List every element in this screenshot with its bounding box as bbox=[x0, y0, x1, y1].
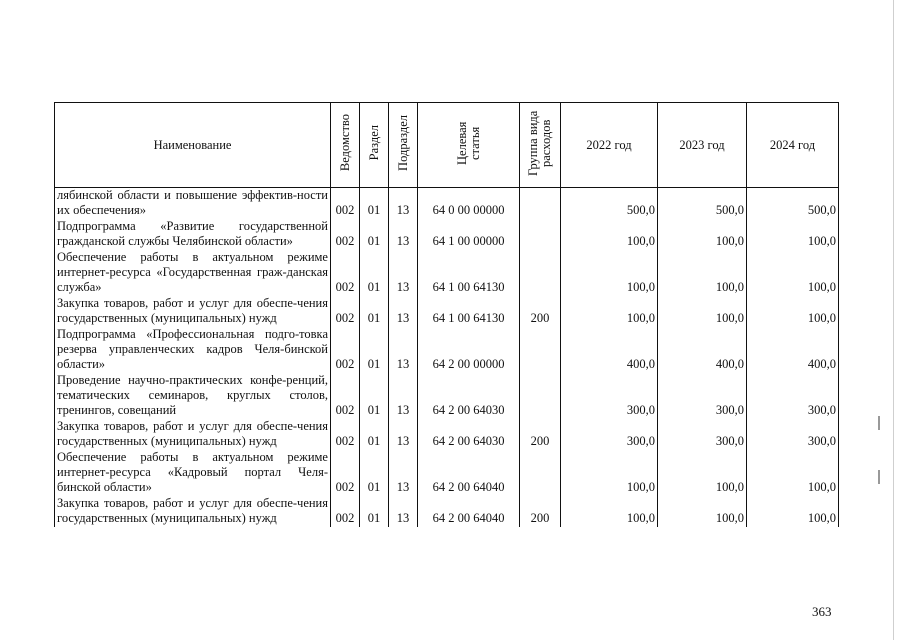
cell-expense-group bbox=[520, 188, 561, 220]
cell-section: 01 bbox=[360, 373, 389, 419]
cell-expense-group bbox=[520, 219, 561, 250]
cell-section: 01 bbox=[360, 219, 389, 250]
cell-section: 01 bbox=[360, 496, 389, 527]
page-edge-line bbox=[893, 0, 894, 640]
cell-name: Обеспечение работы в актуальном режиме интернет-ресурса «Кадровый портал Челя-бинской области» bbox=[55, 450, 331, 496]
cell-subsection: 13 bbox=[389, 188, 418, 220]
cell-expense-group bbox=[520, 327, 561, 373]
cell-year-2024: 300,0 bbox=[747, 419, 839, 450]
cell-ministry: 002 bbox=[331, 419, 360, 450]
scan-mark bbox=[878, 416, 880, 430]
cell-ministry: 002 bbox=[331, 296, 360, 327]
cell-name: Проведение научно-практических конфе-ренций, тематических семинаров, круглых столов, тренингов, совещаний bbox=[55, 373, 331, 419]
cell-target-article: 64 2 00 64030 bbox=[418, 419, 520, 450]
cell-year-2023: 100,0 bbox=[658, 250, 747, 296]
cell-ministry: 002 bbox=[331, 373, 360, 419]
cell-year-2024: 100,0 bbox=[747, 219, 839, 250]
header-name: Наименование bbox=[55, 103, 331, 188]
cell-name: лябинской области и повышение эффектив-ности их обеспечения» bbox=[55, 188, 331, 220]
cell-year-2023: 100,0 bbox=[658, 496, 747, 527]
cell-year-2023: 100,0 bbox=[658, 296, 747, 327]
header-subsection: Подраздел bbox=[389, 103, 418, 188]
cell-name: Обеспечение работы в актуальном режиме интернет-ресурса «Государственная граж-данская служба» bbox=[55, 250, 331, 296]
cell-year-2023: 100,0 bbox=[658, 219, 747, 250]
cell-target-article: 64 1 00 64130 bbox=[418, 296, 520, 327]
cell-year-2024: 500,0 bbox=[747, 188, 839, 220]
cell-section: 01 bbox=[360, 327, 389, 373]
cell-ministry: 002 bbox=[331, 188, 360, 220]
cell-section: 01 bbox=[360, 250, 389, 296]
table-row bbox=[55, 419, 839, 450]
cell-expense-group: 200 bbox=[520, 496, 561, 527]
table-row bbox=[55, 188, 839, 220]
cell-name: Закупка товаров, работ и услуг для обеспе-чения государственных (муниципальных) нужд bbox=[55, 419, 331, 450]
header-expense-group: Группа вида расходов bbox=[520, 103, 561, 188]
cell-name: Закупка товаров, работ и услуг для обеспе-чения государственных (муниципальных) нужд bbox=[55, 496, 331, 527]
cell-subsection: 13 bbox=[389, 373, 418, 419]
table-row bbox=[55, 250, 839, 296]
header-target-article: Целевая статья bbox=[418, 103, 520, 188]
cell-target-article: 64 1 00 00000 bbox=[418, 219, 520, 250]
budget-table bbox=[54, 102, 839, 527]
cell-expense-group bbox=[520, 450, 561, 496]
cell-year-2024: 100,0 bbox=[747, 250, 839, 296]
cell-target-article: 64 2 00 64030 bbox=[418, 373, 520, 419]
cell-year-2024: 100,0 bbox=[747, 296, 839, 327]
cell-year-2023: 400,0 bbox=[658, 327, 747, 373]
cell-target-article: 64 2 00 64040 bbox=[418, 450, 520, 496]
cell-year-2024: 100,0 bbox=[747, 496, 839, 527]
cell-year-2022: 400,0 bbox=[561, 327, 658, 373]
cell-ministry: 002 bbox=[331, 327, 360, 373]
cell-year-2024: 100,0 bbox=[747, 450, 839, 496]
table-row bbox=[55, 327, 839, 373]
header-year-2022: 2022 год bbox=[561, 103, 658, 188]
cell-subsection: 13 bbox=[389, 496, 418, 527]
cell-year-2022: 100,0 bbox=[561, 250, 658, 296]
table-row bbox=[55, 296, 839, 327]
cell-section: 01 bbox=[360, 296, 389, 327]
cell-ministry: 002 bbox=[331, 496, 360, 527]
table-row bbox=[55, 373, 839, 419]
cell-section: 01 bbox=[360, 450, 389, 496]
cell-subsection: 13 bbox=[389, 219, 418, 250]
cell-expense-group: 200 bbox=[520, 419, 561, 450]
cell-subsection: 13 bbox=[389, 327, 418, 373]
table-row bbox=[55, 450, 839, 496]
cell-expense-group bbox=[520, 373, 561, 419]
cell-subsection: 13 bbox=[389, 419, 418, 450]
scan-mark bbox=[878, 470, 880, 484]
cell-section: 01 bbox=[360, 188, 389, 220]
cell-year-2022: 100,0 bbox=[561, 296, 658, 327]
cell-year-2022: 300,0 bbox=[561, 419, 658, 450]
header-year-2023: 2023 год bbox=[658, 103, 747, 188]
cell-name: Подпрограмма «Профессиональная подго-товка резерва управленческих кадров Челя-бинской области» bbox=[55, 327, 331, 373]
table-row bbox=[55, 496, 839, 527]
cell-year-2023: 300,0 bbox=[658, 373, 747, 419]
cell-expense-group bbox=[520, 250, 561, 296]
cell-year-2023: 300,0 bbox=[658, 419, 747, 450]
page-number: 363 bbox=[812, 604, 832, 619]
cell-ministry: 002 bbox=[331, 250, 360, 296]
header-ministry: Ведомство bbox=[331, 103, 360, 188]
cell-ministry: 002 bbox=[331, 219, 360, 250]
cell-subsection: 13 bbox=[389, 450, 418, 496]
cell-ministry: 002 bbox=[331, 450, 360, 496]
cell-year-2022: 300,0 bbox=[561, 373, 658, 419]
table-row bbox=[55, 219, 839, 250]
header-year-2024: 2024 год bbox=[747, 103, 839, 188]
cell-year-2023: 100,0 bbox=[658, 450, 747, 496]
cell-subsection: 13 bbox=[389, 250, 418, 296]
cell-target-article: 64 0 00 00000 bbox=[418, 188, 520, 220]
cell-section: 01 bbox=[360, 419, 389, 450]
cell-target-article: 64 1 00 64130 bbox=[418, 250, 520, 296]
table-header-row bbox=[55, 103, 839, 188]
cell-subsection: 13 bbox=[389, 296, 418, 327]
cell-name: Закупка товаров, работ и услуг для обеспе-чения государственных (муниципальных) нужд bbox=[55, 296, 331, 327]
cell-year-2022: 100,0 bbox=[561, 219, 658, 250]
header-section: Раздел bbox=[360, 103, 389, 188]
cell-year-2022: 100,0 bbox=[561, 496, 658, 527]
cell-target-article: 64 2 00 64040 bbox=[418, 496, 520, 527]
cell-year-2024: 300,0 bbox=[747, 373, 839, 419]
cell-year-2022: 500,0 bbox=[561, 188, 658, 220]
cell-name: Подпрограмма «Развитие государственной гражданской службы Челябинской области» bbox=[55, 219, 331, 250]
cell-year-2023: 500,0 bbox=[658, 188, 747, 220]
cell-year-2022: 100,0 bbox=[561, 450, 658, 496]
cell-target-article: 64 2 00 00000 bbox=[418, 327, 520, 373]
cell-year-2024: 400,0 bbox=[747, 327, 839, 373]
cell-expense-group: 200 bbox=[520, 296, 561, 327]
